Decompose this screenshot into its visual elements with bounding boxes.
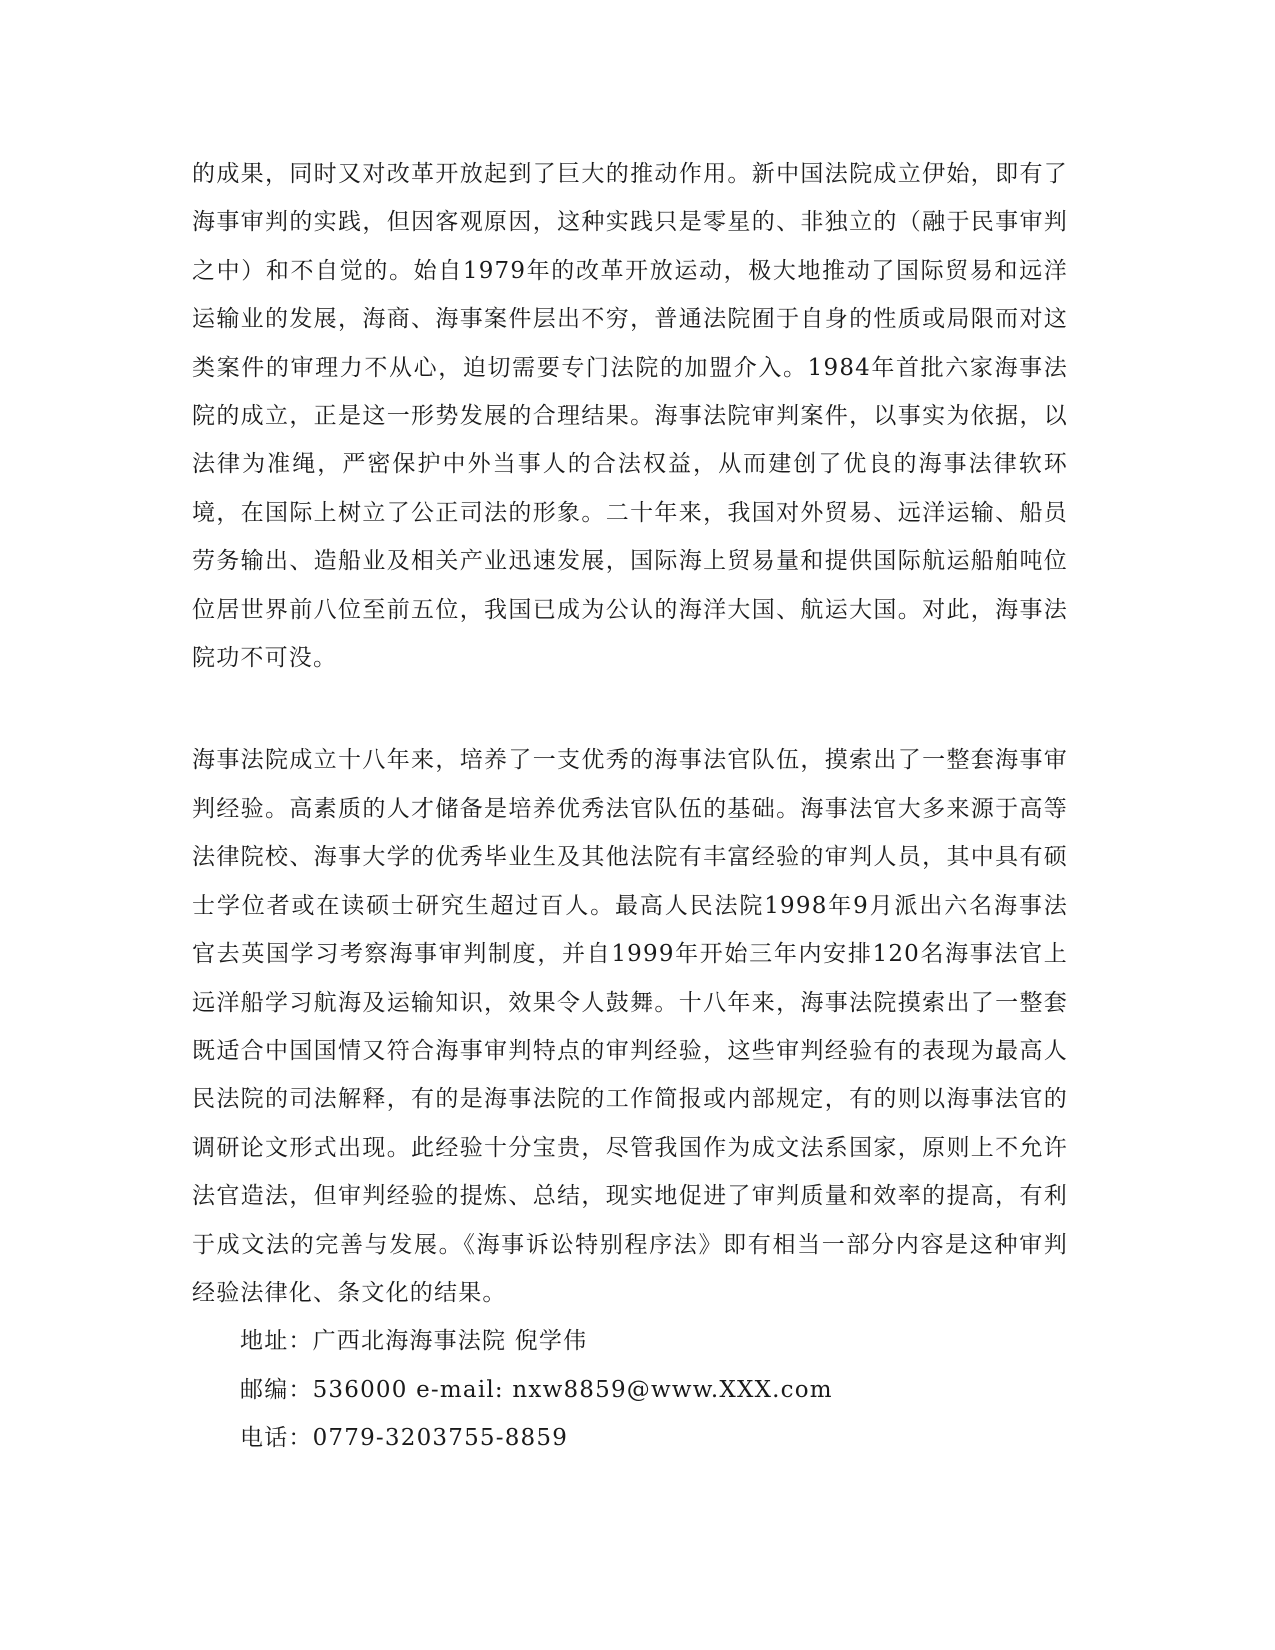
contact-postcode-email: 邮编：536000 e-mail: nxw8859@www.XXX.com [240, 1376, 833, 1403]
paragraph-court-achievements: 的成果，同时又对改革开放起到了巨大的推动作用。新中国法院成立伊始，即有了海事审判的实践，但因客观原因，这种实践只是零星的、非独立的（融于民事审判之中）和不自觉的。始自1979年的改革开放运动，极大地推动了国际贸易和远洋运输业的发展，海商、海事案件层出不穷，普通法院囿于自身的性质或局限而对这类案件的审理力不从心，迫切需要专门法院的加盟介入。1984年首批六家海事法院的成立，正是这一形势发展的合理结果。海事法院审判案件，以事实为依据，以法律为准绳，严密保护中外当事人的合法权益，从而建创了优良的海事法律软环境，在国际上树立了公正司法的形象。二十年来，我国对外贸易、远洋运输、船员劳务输出、造船业及相关产业迅速发展，国际海上贸易量和提供国际航运船舶吨位位居世界前八位至前五位，我国已成为公认的海洋大国、航运大国。对此，海事法院功不可没。 [192, 161, 1068, 672]
contact-address: 地址：广西北海海事法院 倪学伟 [240, 1328, 588, 1355]
paragraph-gap [192, 682, 1068, 736]
document-body [192, 150, 1068, 1463]
contact-phone: 电话：0779-3203755-8859 [240, 1425, 569, 1452]
paragraph-judges-experience: 海事法院成立十八年来，培养了一支优秀的海事法官队伍，摸索出了一整套海事审判经验。高素质的人才储备是培养优秀法官队伍的基础。海事法官大多来源于高等法律院校、海事大学的优秀毕业生及其他法院有丰富经验的审判人员，其中具有硕士学位者或在读硕士研究生超过百人。最高人民法院1998年9月派出六名海事法官去英国学习考察海事审判制度，并自1999年开始三年内安排120名海事法官上远洋船学习航海及运输知识，效果令人鼓舞。十八年来，海事法院摸索出了一整套既适合中国国情又符合海事审判特点的审判经验，这些审判经验有的表现为最高人民法院的司法解释，有的是海事法院的工作简报或内部规定，有的则以海事法官的调研论文形式出现。此经验十分宝贵，尽管我国作为成文法系国家，原则上不允许法官造法，但审判经验的提炼、总结，现实地促进了审判质量和效率的提高，有利于成文法的完善与发展。《海事诉讼特别程序法》即有相当一部分内容是这种审判经验法律化、条文化的结果。 [192, 747, 1068, 1306]
